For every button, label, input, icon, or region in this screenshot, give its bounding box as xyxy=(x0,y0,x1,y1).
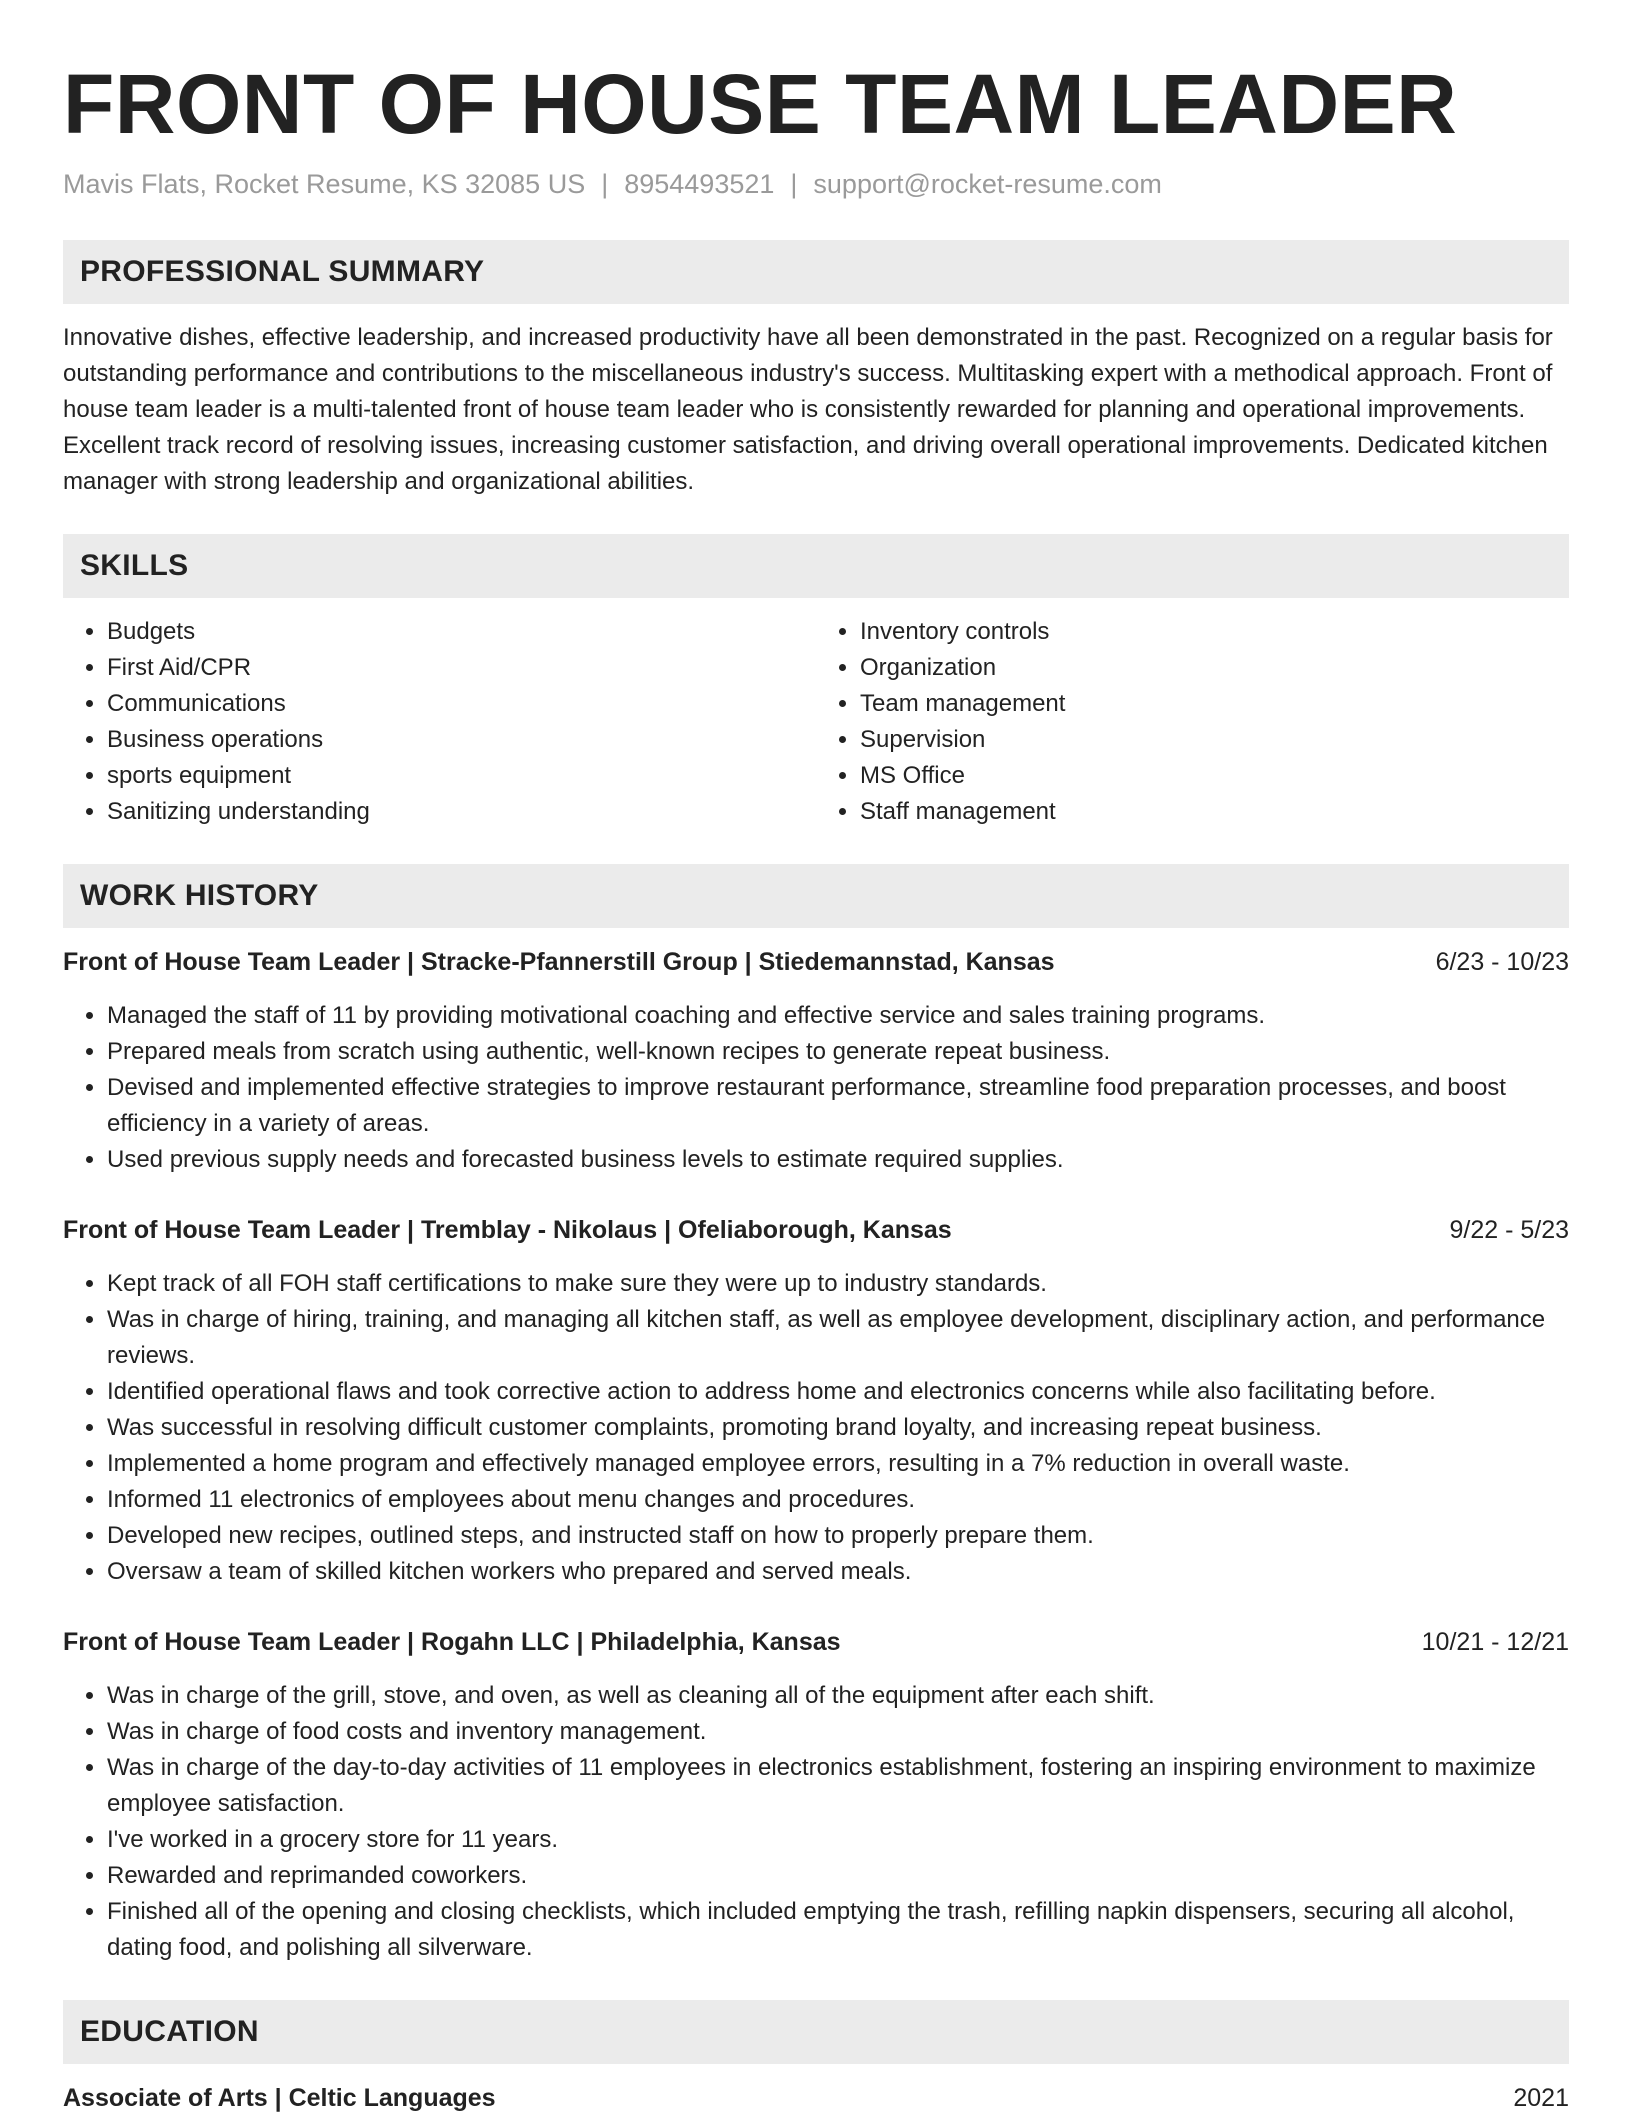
job-bullet: • Was in charge of the day-to-day activities of 11 employees in electronics establishment, fostering an inspiring environment to maximize employee satisfaction. xyxy=(107,1750,1569,1822)
job-bullet: • Kept track of all FOH staff certifications to make sure they were up to industry standards. xyxy=(107,1266,1569,1302)
job-bullets xyxy=(63,998,1569,1178)
skill-item: • Budgets xyxy=(107,614,816,650)
skills-section xyxy=(63,534,1569,830)
skills-list-left xyxy=(63,614,816,830)
work-section xyxy=(63,864,1569,1966)
summary-text: Innovative dishes, effective leadership, and increased productivity have all been demonstrated in the past. Recognized on a regular basis for outstanding performance and contributions to the miscellaneous industry's success. Multitasking expert with a methodical approach. Front of house team leader is a multi-talented front of house team leader who is consistently rewarded for planning and operational improvements. Excellent track record of resolving issues, increasing customer satisfaction, and driving overall operational improvements. Dedicated kitchen manager with strong leadership and organizational abilities. xyxy=(63,324,1553,495)
skill-item: • MS Office xyxy=(860,758,1569,794)
job-bullet: • Rewarded and reprimanded coworkers. xyxy=(107,1858,1569,1894)
job-bullet: • Devised and implemented effective strategies to improve restaurant performance, streamline food preparation processes, and boost efficiency in a variety of areas. xyxy=(107,1070,1569,1142)
skill-item: • Supervision xyxy=(860,722,1569,758)
job-bullet: • Developed new recipes, outlined steps, and instructed staff on how to properly prepare them. xyxy=(107,1518,1569,1554)
job-bullet: • Implemented a home program and effectively managed employee errors, resulting in a 7% reduction in overall waste. xyxy=(107,1446,1569,1482)
skill-item: • Team management xyxy=(860,686,1569,722)
section-heading-work: WORK HISTORY xyxy=(63,864,1569,928)
job-bullets xyxy=(63,1678,1569,1966)
job-bullet: • Was successful in resolving difficult customer complaints, promoting brand loyalty, and increasing repeat business. xyxy=(107,1410,1569,1446)
job-bullet: • Used previous supply needs and forecasted business levels to estimate required supplies. xyxy=(107,1142,1569,1178)
skill-item: • Inventory controls xyxy=(860,614,1569,650)
job-title: Front of House Team Leader | Tremblay - Nikolaus | Ofeliaborough, Kansas xyxy=(63,1216,952,1244)
job-dates: 6/23 - 10/23 xyxy=(1435,948,1569,976)
education-year: 2021 xyxy=(1513,2084,1569,2112)
summary-section xyxy=(63,240,1569,500)
skill-item: • Staff management xyxy=(860,794,1569,830)
education-entry xyxy=(63,2080,1569,2116)
job-bullet: • Was in charge of food costs and inventory management. xyxy=(107,1714,1569,1750)
job-title: Front of House Team Leader | Rogahn LLC | Philadelphia, Kansas xyxy=(63,1628,841,1656)
job-entry xyxy=(63,944,1569,1178)
skill-item: • sports equipment xyxy=(107,758,816,794)
resume-name: FRONT OF HOUSE TEAM LEADER xyxy=(63,57,1458,151)
job-entry xyxy=(63,1624,1569,1966)
contact-phone: 8954493521 xyxy=(624,169,775,199)
contact-email: support@rocket-resume.com xyxy=(813,169,1162,199)
contact-line xyxy=(63,166,1569,202)
job-bullet: • Was in charge of hiring, training, and managing all kitchen staff, as well as employee development, disciplinary action, and performance reviews. xyxy=(107,1302,1569,1374)
skills-list-right xyxy=(816,614,1569,830)
job-entry xyxy=(63,1212,1569,1590)
job-bullet: • Managed the staff of 11 by providing motivational coaching and effective service and sales training programs. xyxy=(107,998,1569,1034)
section-heading-summary: PROFESSIONAL SUMMARY xyxy=(63,240,1569,304)
skill-item: • Communications xyxy=(107,686,816,722)
education-degree: Associate of Arts | Celtic Languages xyxy=(63,2084,496,2112)
job-bullet: • I've worked in a grocery store for 11 years. xyxy=(107,1822,1569,1858)
skill-item: • Organization xyxy=(860,650,1569,686)
skill-item: • First Aid/CPR xyxy=(107,650,816,686)
job-heading-row xyxy=(63,1624,1569,1660)
skills-columns xyxy=(63,614,1569,830)
contact-address: Mavis Flats, Rocket Resume, KS 32085 US xyxy=(63,169,586,199)
job-bullet: • Finished all of the opening and closing checklists, which included emptying the trash, refilling napkin dispensers, securing all alcohol, dating food, and polishing all silverware. xyxy=(107,1894,1569,1966)
job-bullets xyxy=(63,1266,1569,1590)
job-bullet: • Prepared meals from scratch using authentic, well-known recipes to generate repeat business. xyxy=(107,1034,1569,1070)
job-heading-row xyxy=(63,1212,1569,1248)
job-title: Front of House Team Leader | Stracke-Pfannerstill Group | Stiedemannstad, Kansas xyxy=(63,948,1055,976)
job-bullet: • Identified operational flaws and took corrective action to address home and electronics concerns while also facilitating before. xyxy=(107,1374,1569,1410)
section-heading-education: EDUCATION xyxy=(63,2000,1569,2064)
job-bullet: • Informed 11 electronics of employees about menu changes and procedures. xyxy=(107,1482,1569,1518)
job-bullet: • Oversaw a team of skilled kitchen workers who prepared and served meals. xyxy=(107,1554,1569,1590)
skill-item: • Sanitizing understanding xyxy=(107,794,816,830)
job-dates: 10/21 - 12/21 xyxy=(1421,1628,1569,1656)
contact-separator: | xyxy=(601,169,609,199)
skill-item: • Business operations xyxy=(107,722,816,758)
section-heading-skills: SKILLS xyxy=(63,534,1569,598)
work-jobs xyxy=(63,944,1569,1966)
contact-separator: | xyxy=(790,169,798,199)
education-section xyxy=(63,2000,1569,2116)
job-bullet: • Was in charge of the grill, stove, and oven, as well as cleaning all of the equipment after each shift. xyxy=(107,1678,1569,1714)
job-heading-row xyxy=(63,944,1569,980)
job-dates: 9/22 - 5/23 xyxy=(1449,1216,1569,1244)
